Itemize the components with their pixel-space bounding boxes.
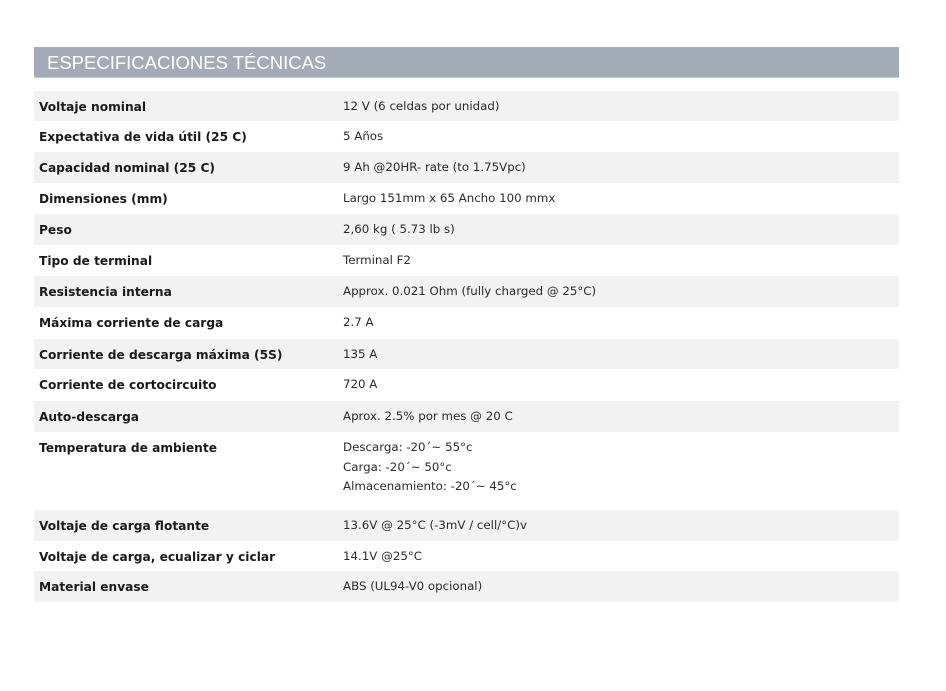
- spec-row: [34, 432, 899, 510]
- spec-label: Temperatura de ambiente: [39, 441, 217, 455]
- section-title: ESPECIFICACIONES TÉCNICAS: [47, 52, 327, 73]
- spec-value: [343, 127, 383, 147]
- spec-value-line: 2,60 kg ( 5.73 lb s): [343, 222, 455, 236]
- spec-label: Auto-descarga: [39, 410, 140, 424]
- spec-row: [34, 152, 899, 183]
- spec-table: [34, 91, 899, 602]
- spec-row: [34, 401, 899, 432]
- section-header: [34, 47, 899, 78]
- spec-row: [34, 510, 899, 541]
- spec-value: [343, 189, 555, 209]
- spec-value: [343, 345, 377, 365]
- spec-row: [34, 369, 899, 401]
- spec-row: [34, 183, 899, 214]
- spec-value: [343, 407, 513, 427]
- spec-value-line: Terminal F2: [343, 253, 411, 267]
- spec-value: [343, 251, 411, 271]
- spec-label: Capacidad nominal (25 C): [39, 161, 215, 175]
- spec-label: Expectativa de vida útil (25 C): [39, 130, 247, 144]
- spec-label: Máxima corriente de carga: [39, 316, 224, 330]
- spec-value-line: 12 V (6 celdas por unidad): [343, 99, 500, 113]
- spec-row: [34, 276, 899, 307]
- spec-value-line: ABS (UL94-V0 opcional): [343, 579, 483, 593]
- spec-row: [34, 541, 899, 571]
- spec-label: Tipo de terminal: [39, 254, 153, 268]
- spec-value: [343, 438, 517, 497]
- spec-value: [343, 516, 527, 536]
- spec-label: Voltaje de carga, ecualizar y ciclar: [39, 550, 276, 564]
- spec-row: [34, 307, 899, 339]
- spec-label: Corriente de descarga máxima (5S): [39, 348, 283, 362]
- spec-label: Voltaje nominal: [39, 100, 147, 114]
- spec-value-line: Aprox. 2.5% por mes @ 20 C: [343, 409, 513, 423]
- spec-row: [34, 245, 899, 276]
- spec-label: Peso: [39, 223, 72, 237]
- spec-label: Voltaje de carga flotante: [39, 519, 210, 533]
- spec-value-line: 13.6V @ 25°C (-3mV / cell/°C)v: [343, 518, 527, 532]
- spec-label: Corriente de cortocircuito: [39, 378, 217, 392]
- spec-value-line: 720 A: [343, 377, 378, 391]
- spec-value: [343, 282, 596, 302]
- spec-label: Material envase: [39, 580, 149, 594]
- spec-row: [34, 91, 899, 121]
- spec-value: [343, 577, 482, 597]
- spec-value: [343, 313, 374, 333]
- spec-row: [34, 571, 899, 602]
- spec-value-line: Descarga: -20´~ 55°c: [343, 440, 473, 454]
- spec-value: [343, 97, 499, 117]
- spec-value-line: 135 A: [343, 347, 378, 361]
- spec-row: [34, 121, 899, 152]
- spec-value-line: 9 Ah @20HR- rate (to 1.75Vpc): [343, 160, 526, 174]
- spec-value-line: Approx. 0.021 Ohm (fully charged @ 25°C): [343, 284, 597, 298]
- spec-value: [343, 375, 377, 395]
- spec-value-line: 14.1V @25°C: [343, 549, 423, 563]
- spec-row: [34, 339, 899, 369]
- spec-label: Dimensiones (mm): [39, 192, 168, 206]
- spec-value-line: Carga: -20´~ 50°c: [343, 459, 452, 474]
- spec-value-line: 2.7 A: [343, 315, 374, 329]
- spec-value-line: 5 Años: [343, 129, 384, 143]
- spec-row: [34, 214, 899, 245]
- spec-value: [343, 158, 526, 178]
- spec-value: [343, 220, 455, 240]
- spec-label: Resistencia interna: [39, 285, 172, 299]
- spec-value-line: Largo 151mm x 65 Ancho 100 mmx: [343, 191, 556, 205]
- spec-value: [343, 547, 422, 567]
- spec-value-line: Almacenamiento: -20´~ 45°c: [343, 479, 517, 493]
